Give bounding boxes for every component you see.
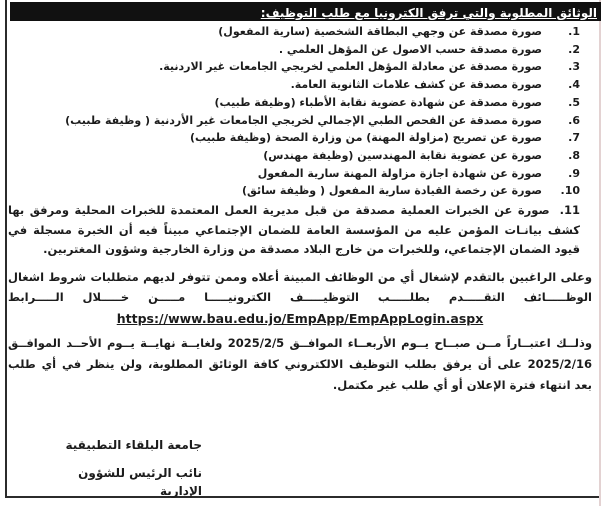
list-item bbox=[8, 41, 580, 59]
document-content bbox=[8, 23, 592, 396]
list-item bbox=[8, 58, 580, 76]
page-border-left bbox=[5, 0, 7, 498]
dates-paragraph bbox=[8, 333, 592, 396]
application-link-line bbox=[8, 309, 592, 329]
list-item bbox=[8, 94, 580, 112]
list-item bbox=[8, 23, 580, 41]
list-item bbox=[8, 182, 580, 200]
item-number: 7. bbox=[568, 131, 580, 145]
item-number: 1. bbox=[568, 25, 580, 38]
paragraph-line: 2025/2/16 على أن يرفق بطلب التوظيف الالكتروني كافة الوثائق المطلوبة، ولن ينظر في أي طلب bbox=[8, 356, 592, 371]
section-header-bar bbox=[10, 2, 601, 21]
list-item bbox=[8, 165, 580, 183]
item-number: 8. bbox=[568, 148, 580, 162]
item-text: صورة مصدقة عن معادلة المؤهل العلمي لخريجي الجامعات غير الاردنية. bbox=[159, 60, 542, 74]
section-title: الوثائق المطلوبة والتي ترفق الكترونيا مع طلب التوظيف: bbox=[260, 6, 597, 20]
list-item bbox=[8, 76, 580, 94]
item-text: صورة مصدقة عن كشف علامات الثانوية العامة. bbox=[290, 78, 542, 92]
item-text: صورة عن رخصة القيادة سارية المفعول ( وظيفة سائق) bbox=[242, 184, 542, 198]
item-number: 2. bbox=[568, 42, 580, 56]
signature-title: نائب الرئيس للشؤون الإدارية bbox=[78, 466, 202, 498]
apply-instructions-paragraph bbox=[8, 267, 592, 307]
signature-block bbox=[52, 436, 202, 500]
item-text: صورة مصدقة حسب الاصول عن المؤهل العلمي . bbox=[278, 42, 542, 56]
list-item-experience bbox=[8, 201, 592, 260]
item-text: صورة عن الخبرات العملية مصدقة من قبل مديرية العمل المعتمدة للخبرات المحلية ومرفق بها كشف بيانـات المؤمن عليه من المؤسسة العامة للضمان الإجتماعي مبيناً فيه أن الخبرة مسجلة في قيود الضمان الإجتماعي، وللخبرات من خارج البلاد مصدقة من وزارة الخارجية وشؤون المغتربين. bbox=[8, 203, 580, 257]
item-text: صورة عن تصريح (مزاولة المهنة) من وزارة الصحة (وظيفة طبيب) bbox=[189, 131, 542, 145]
item-text: صورة عن شهادة اجازة مزاولة المهنة سارية المفعول bbox=[257, 166, 542, 180]
documents-list bbox=[8, 23, 592, 200]
item-number: 6. bbox=[568, 113, 580, 127]
item-number: 11. bbox=[559, 203, 580, 218]
paragraph-line: وذلــك اعتبــاراً مــن صبــاح يــوم الأربعــاء الموافــق 2025/2/5 ولغايــة نهايــة يــوم الأحــد الموافــق bbox=[8, 335, 593, 350]
item-number: 5. bbox=[568, 95, 580, 109]
paragraph-line: بعد انتهاء فترة الإعلان أو أي طلب غير مكتمل. bbox=[332, 377, 592, 392]
signature-organization: جامعة البلقاء التطبيقية bbox=[65, 438, 202, 452]
paragraph-line: الوظـــــائف التقـــــدم بطلـــــب التوظيـــــف الكترونيـــــا مـــــن خـــــلال الـــــرابط bbox=[8, 289, 592, 304]
list-item bbox=[8, 147, 580, 165]
paragraph-line: وعلى الراغبين بالتقدم لإشغال أي من الوظائف المبينة أعلاه وممن تتوفر لديهم متطلبات شروط اشغال bbox=[8, 269, 592, 284]
item-number: 3. bbox=[568, 60, 580, 74]
item-number: 10. bbox=[560, 184, 580, 198]
application-url-link[interactable]: https://www.bau.edu.jo/EmpApp/EmpAppLogin.aspx bbox=[116, 310, 484, 326]
item-text: صورة مصدقة عن الفحص الطبي الإجمالي لخريجي الجامعات غير الأردنية ( وظيفة طبيب) bbox=[65, 113, 542, 127]
item-text: صورة عن عضوية نقابة المهندسين (وظيفة مهندس) bbox=[263, 148, 542, 162]
item-text: صورة مصدقة عن شهادة عضوية نقابة الأطباء (وظيفة طبيب) bbox=[214, 95, 542, 109]
list-item bbox=[8, 129, 580, 147]
item-number: 4. bbox=[568, 78, 580, 92]
item-text: صورة مصدقة عن وجهي البطاقة الشخصية (سارية المفعول) bbox=[218, 25, 542, 38]
list-item bbox=[8, 112, 580, 130]
item-number: 9. bbox=[568, 166, 580, 180]
